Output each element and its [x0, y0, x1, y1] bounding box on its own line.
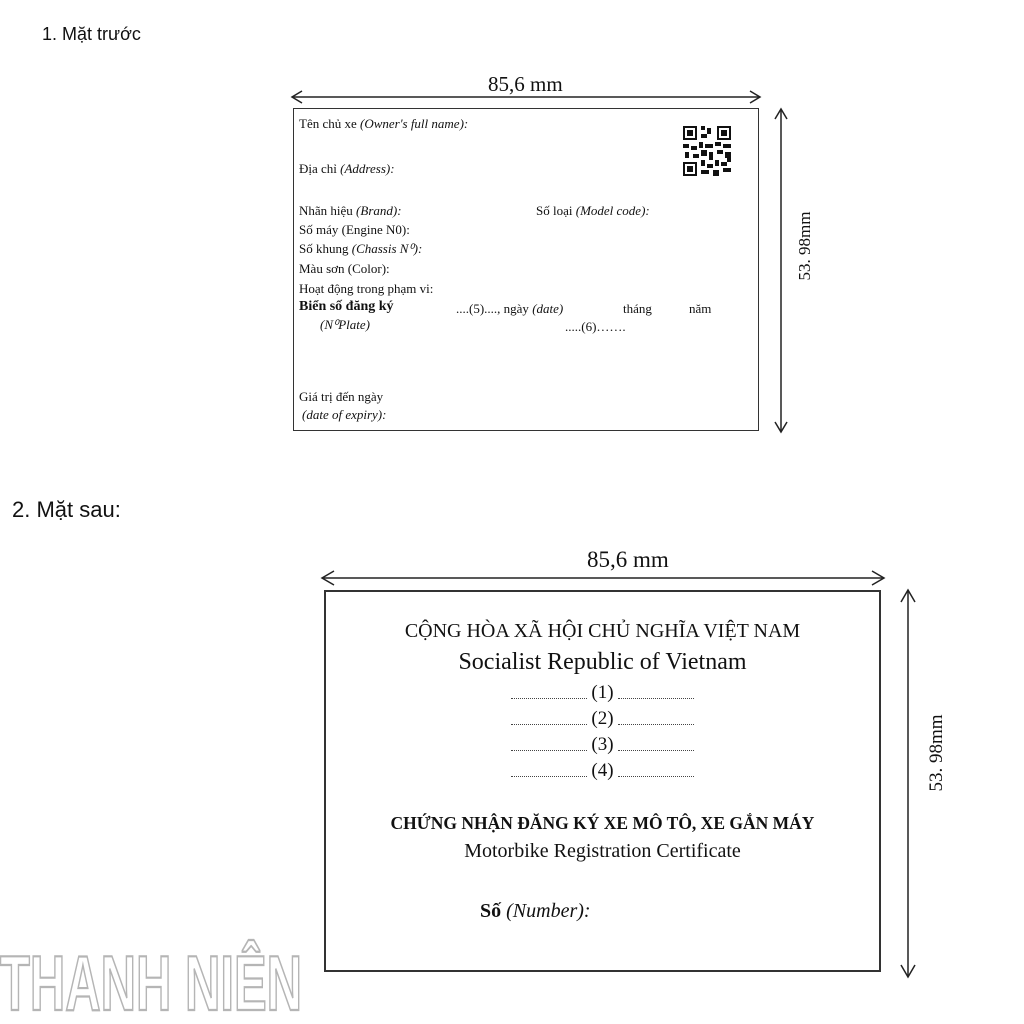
back-section-title: 2. Mặt sau:: [12, 497, 121, 522]
date-en: (date): [532, 301, 564, 316]
model-field: [536, 203, 650, 219]
chassis-field: [299, 241, 422, 257]
owner-label: Tên chủ xe: [299, 116, 357, 131]
back-height-label: 53. 98mm: [926, 714, 947, 792]
color-field: Màu sơn (Color):: [299, 261, 390, 276]
expiry-label-en: (date of expiry):: [302, 407, 387, 422]
qr-code-icon: [683, 126, 731, 176]
blank-line-2-label: (2): [591, 708, 614, 729]
blank-line-4: [324, 760, 881, 782]
owner-field: [299, 116, 468, 132]
country-en: Socialist Republic of Vietnam: [458, 649, 747, 675]
number-label: Số: [480, 900, 502, 922]
address-label-en: (Address):: [340, 161, 395, 176]
plate-label-en: (N⁰Plate): [320, 317, 370, 332]
date-line: [456, 301, 563, 317]
front-section-title: 1. Mặt trước: [42, 24, 141, 44]
front-width-label: 85,6 mm: [488, 72, 563, 96]
blank-line-4-label: (4): [591, 760, 614, 781]
chassis-label-en: (Chassis N⁰):: [351, 241, 423, 256]
front-height-label: 53. 98mm: [795, 211, 814, 281]
country-vn: CỘNG HÒA XÃ HỘI CHỦ NGHĨA VIỆT NAM: [404, 620, 801, 642]
certificate-title-en: Motorbike Registration Certificate: [464, 840, 741, 862]
brand-field: [299, 203, 402, 219]
six-line: .....(6)…….: [565, 319, 626, 334]
month-label: tháng: [623, 301, 652, 316]
blank-line-2: [324, 708, 881, 730]
brand-label: Nhãn hiệu: [299, 203, 353, 218]
model-label: Số loại: [536, 203, 573, 218]
address-field: [299, 161, 395, 177]
back-width-label: 85,6 mm: [587, 547, 669, 572]
watermark-text: THANH NIÊN: [0, 939, 302, 1024]
number-label-en: (Number):: [506, 900, 591, 922]
blank-line-1: [324, 682, 881, 704]
watermark-logo: [0, 939, 304, 1024]
date-dots: ....(5)...., ngày: [456, 301, 529, 316]
blank-line-3: [324, 734, 881, 756]
expiry-label: Giá trị đến ngày: [299, 389, 384, 404]
certificate-title-vn: CHỨNG NHẬN ĐĂNG KÝ XE MÔ TÔ, XE GẮN MÁY: [390, 813, 815, 833]
number-field: [480, 900, 591, 923]
scope-field: Hoạt động trong phạm vi:: [299, 281, 434, 296]
model-label-en: (Model code):: [575, 203, 650, 218]
plate-label: Biển số đăng ký: [299, 299, 394, 314]
blank-line-3-label: (3): [591, 734, 614, 755]
year-label: năm: [689, 301, 712, 316]
blank-line-1-label: (1): [591, 682, 614, 703]
address-label: Địa chỉ: [299, 161, 337, 176]
owner-label-en: (Owner's full name):: [360, 116, 469, 131]
engine-field: Số máy (Engine N0):: [299, 222, 410, 237]
chassis-label: Số khung: [299, 241, 349, 256]
brand-label-en: (Brand):: [356, 203, 402, 218]
